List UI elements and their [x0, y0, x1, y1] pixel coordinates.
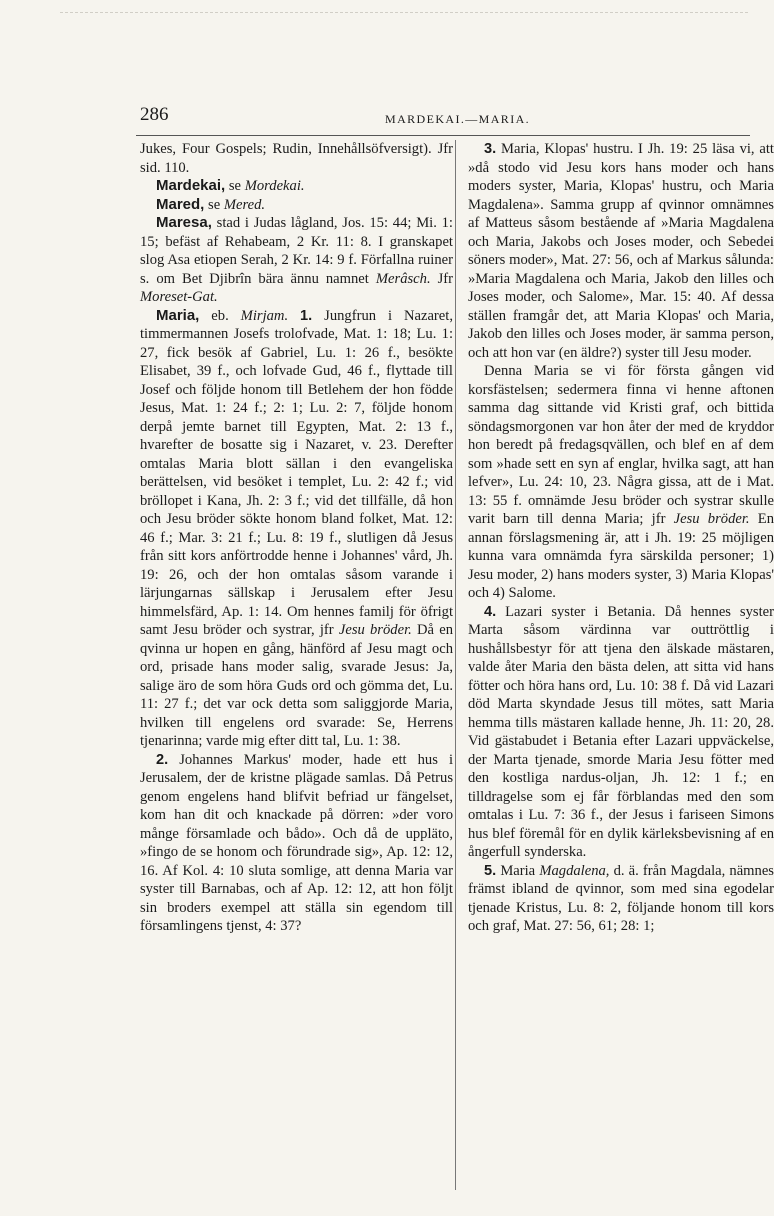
- text: stad i Judas lågland, Jos. 15: 44; Mi. 1: 15; befäst af Rehabeam, 2 Kr. 11: 8. I granskapet slog Asa etiopen Serah, 2 Kr. 14: 9 f. Förfallna ruiner s. om Bet Djibrîn bära ännu namnet: [140, 215, 453, 287]
- cross-reference: Jesu bröder.: [338, 622, 412, 638]
- entry-maria: [140, 307, 453, 751]
- item-number: 2.: [156, 751, 169, 768]
- entry-mared: [140, 196, 453, 215]
- entry-maresa: [140, 214, 453, 307]
- item-number: 5.: [484, 862, 497, 879]
- text: eb.: [211, 307, 229, 324]
- headword: Mared,: [156, 195, 205, 213]
- text: se: [228, 178, 242, 194]
- headword: Maresa,: [156, 214, 212, 231]
- cross-reference: Jesu bröder.: [673, 511, 750, 527]
- text: se: [208, 196, 221, 213]
- text: Lazari syster i Betania. Då hennes syster Marta såsom värdinna var outtröttlig i hushållsbestyr för att tjena den älskade mästaren, valde åter Maria den bästa delen, att sitta vid hans fötter och höra hans ord, Lu. 10: 38 f. Då vid Lazari död Marta skyndade Jesus till mötes, satt Maria hemma tills mästaren kallade henne, Jh. 11: 20, 28. Vid gästabudet i Betania efter Lazari uppväckelse, der Marta tjenade, smorde Maria Jesu fötter med den kostliga nardus-oljan, Jh. 12: 1 f.; en tilldragelse som ej får förblandas med den som omtalas i Lu. 7: 36 f., der Jesus i fariseen Simons hus blef föremål för en dylik kärleksbevisning af en ångerfull synderska.: [468, 603, 774, 860]
- italic-term: Mirjam.: [240, 307, 289, 324]
- right-column: [455, 140, 774, 1190]
- text: Då en qvinna ur hopen en gång, hänförd af Jesu magt och ord, prisade hans moder salig, svarade Jesus: Ja, salige äro de som höra Guds ord och gömma det, Lu. 11: 27 f.; det var ock detta som saliggjorde Maria, hvilken till engelens ord svarade: Se, Herrens tjenarinna; varde mig efter ditt tal, Lu. 1: 38.: [140, 622, 454, 749]
- text: Maria: [500, 862, 536, 879]
- running-head: MARDEKAI.—MARIA.: [385, 112, 531, 126]
- text: Jfr: [437, 270, 454, 287]
- italic-term: Magdalena,: [539, 862, 610, 879]
- headword: Maria,: [156, 306, 200, 324]
- paragraph: Jukes, Four Gospels; Rudin, Innehållsöfversigt). Jfr sid. 110.: [140, 141, 453, 176]
- text: Denna Maria se vi för första gången vid korsfästelsen; sedermera finna vi henne aftonen samma dag sittande vid Kristi graf, och bittida söndagsmorgonen var hon åter der med de kryddor hon beredt på fredagsqvällen, och blef en af dem som »hade sett en syn af englar, hvilka sagt, att han lefver», Lu. 24: 10, 23. Några gissa, att de i Mat. 13: 55 f. omnämde Jesu bröder och systrar skulle varit barn till denna Maria; jfr: [468, 363, 774, 527]
- cross-reference: Mered.: [223, 196, 266, 213]
- item-number: 4.: [484, 603, 497, 620]
- page-number: 286: [140, 104, 169, 125]
- item-number: 3.: [484, 141, 497, 157]
- header-rule: [136, 135, 750, 136]
- text: d. ä. från Magdala, nämnes främst ibland de qvinnor, som med sina egodelar tjenade Kristus, Lu. 8: 2, följande honom till kors och graf, Mat. 27: 56, 61; 28: 1;: [468, 862, 774, 934]
- headword: Mardekai,: [156, 177, 226, 194]
- scan-edge: [60, 12, 748, 13]
- entry-maria-2: [140, 751, 453, 936]
- entry-maria-4: [468, 603, 774, 862]
- italic-term: Merâsch.: [375, 270, 431, 287]
- cross-reference: Moreset-Gat.: [140, 289, 218, 305]
- paragraph: [468, 362, 774, 603]
- text: En annan förslagsmening är, att i Jh. 19: 25 möjligen kunna vara omnämda fyra särskilda personer; 1) Jesu moder, 2) hans moders syster, 3) Maria Klopas' och 4) Salome.: [468, 511, 774, 601]
- cross-reference: Mordekai.: [244, 178, 305, 194]
- entry-maria-5: [468, 862, 774, 936]
- entry-maria-3: [468, 140, 774, 362]
- text: Jungfrun i Nazaret, timmermannen Josefs trolofvade, Mat. 1: 18; Lu. 1: 27, fick besök af Gabriel, Lu. 1: 26 f., besökte Elisabet, 39 f., och lofvade Gud, 46 f., flyttade till Josef och följde honom till Betlehem der hon födde Jesus, Mat. 1: 24 f.; 2: 1; Lu. 2: 7, följde honom derpå jemte barnet till Egypten, Mat. 2: 13 f., hvarefter de bosatte sig i Nazaret, v. 23. Derefter omtalas Maria blott sällan i den evangeliska berättelsen, vid besöket i templet, Lu. 2: 42 f.; vid bröllopet i Kana, Jh. 2: 3 f.; vid det tillfälle, då hon och Jesu bröder sökte honom bland folket, Mat. 12: 46 f.; Mar. 3: 21 f.; Lu. 8: 19 f., slutligen då Jesus från sitt kors anförtrodde henne i Johannes' vård, Jh. 19: 26, och der hon omtalas såsom varande i lärjungarnas sällskap i Jerusalem efter Jesu himmelsfärd, Ap. 1: 14. Om hennes familj för öfrigt samt Jesu bröder och systrar, jfr: [140, 307, 453, 638]
- text: Johannes Markus' moder, hade ett hus i Jerusalem, der de kristne plägade samlas. Då Petrus genom engelens hand blifvit befriad ur fängelset, kom han dit och knackade på dörren: »der voro månge församlade och bådo». Och då de uppläto, »fingo de se honom och förundrade sig», Ap. 12: 12, 16. Af Kol. 4: 10 sluta somlige, att denna Maria var syster till Barnabas, och af Ap. 12: 12, att hon följt sin broders exempel att ställa sin egendom till församlingens tjenst, 4: 37?: [140, 751, 453, 934]
- left-column: [140, 140, 453, 936]
- entry-mardekai: [140, 177, 453, 196]
- item-number: 1.: [300, 307, 313, 324]
- text: Maria, Klopas' hustru. I Jh. 19: 25 läsa vi, att »då stodo vid Jesu kors hans moder och hans moders syster, Maria, Klopas' hustru, och Maria Magdalena». Samma grupp af qvinnor omnämnes af Matteus såsom bestående af »Maria Magdalena och Maria, Jakobs och Joses moder, och Sebedei söners moder», Mat. 27: 56, och af Markus sålunda: »Maria Magdalena och Maria, Jakob den lilles och Joses moder, och Salome», Mar. 15: 40. Af dessa ställen framgår det, att Maria Klopas' och Maria, Jakob den lilles och Joses moder, är samma person, och att hon var (en äldre?) syster till Jesu moder.: [468, 141, 774, 361]
